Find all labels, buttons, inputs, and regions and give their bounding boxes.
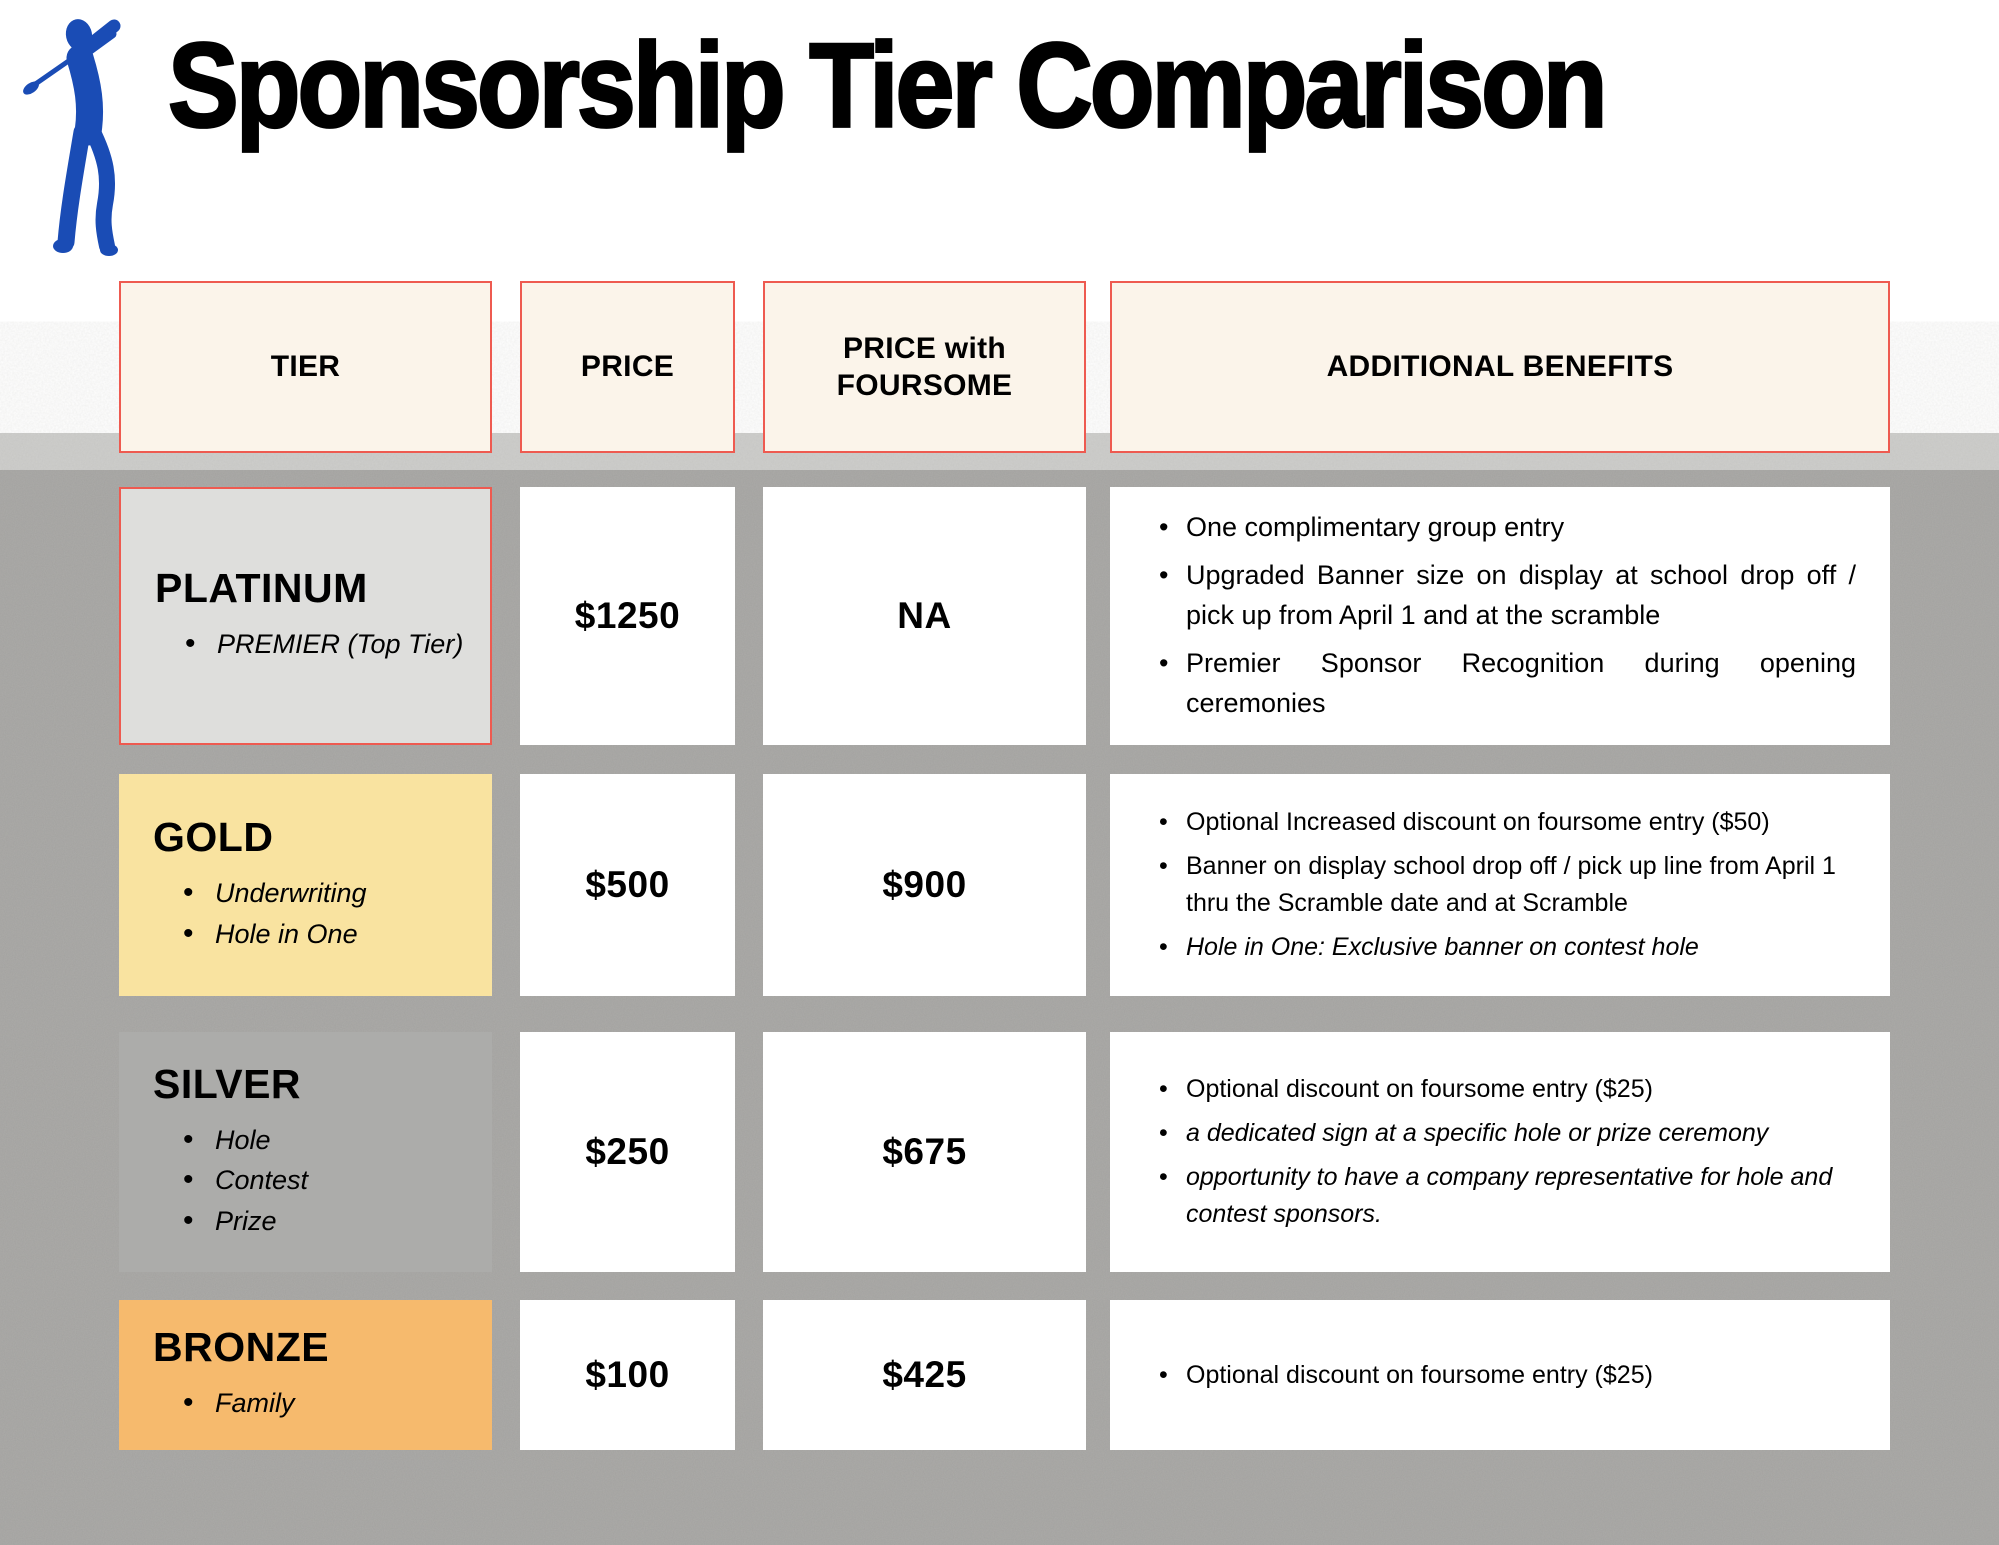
- benefits-cell: [1110, 1032, 1890, 1272]
- tier-cell-bronze: [119, 1300, 492, 1450]
- price-foursome-cell: $900: [763, 774, 1086, 996]
- table-row-silver: [119, 1032, 1890, 1272]
- tier-notes: [153, 871, 472, 956]
- list-item: • opportunity to have a company representative for hole and contest sponsors.: [1186, 1159, 1856, 1233]
- tier-comparison-table: [119, 281, 1890, 1450]
- list-item: • Prize: [215, 1203, 472, 1239]
- list-item: • One complimentary group entry: [1186, 508, 1856, 548]
- header-price: PRICE: [520, 281, 735, 453]
- benefits-cell: [1110, 1300, 1890, 1450]
- list-item: • Premier Sponsor Recognition during opening ceremonies: [1186, 644, 1856, 724]
- list-item: • Family: [215, 1385, 472, 1421]
- tier-notes: [153, 1118, 472, 1243]
- table-row-bronze: [119, 1300, 1890, 1450]
- list-item: • Banner on display school drop off / pick up line from April 1 thru the Scramble date and at Scramble: [1186, 848, 1856, 922]
- list-item: • a dedicated sign at a specific hole or prize ceremony: [1186, 1115, 1856, 1152]
- list-item: • Hole in One: Exclusive banner on contest hole: [1186, 929, 1856, 966]
- price-foursome-cell: NA: [763, 487, 1086, 745]
- tier-notes: [155, 622, 470, 666]
- tier-name: BRONZE: [153, 1324, 330, 1371]
- table-row-platinum: [119, 487, 1890, 745]
- price-cell: $1250: [520, 487, 735, 745]
- price-cell: $100: [520, 1300, 735, 1450]
- table-row-gold: [119, 774, 1890, 996]
- page-title: Sponsorship Tier Comparison: [168, 19, 1605, 153]
- tier-name: GOLD: [153, 814, 274, 861]
- table-header-row: [119, 281, 1890, 453]
- tier-cell-platinum: [119, 487, 492, 745]
- tier-notes: [153, 1381, 472, 1425]
- header-tier: TIER: [119, 281, 492, 453]
- benefits-cell: [1110, 774, 1890, 996]
- price-foursome-cell: $425: [763, 1300, 1086, 1450]
- benefits-list: [1156, 797, 1856, 973]
- header-benefits: ADDITIONAL BENEFITS: [1110, 281, 1890, 453]
- list-item: • Hole: [215, 1122, 472, 1158]
- list-item: • Contest: [215, 1162, 472, 1198]
- list-item: • Hole in One: [215, 916, 472, 952]
- tier-name: PLATINUM: [155, 565, 368, 612]
- list-item: • Optional discount on foursome entry ($25): [1186, 1071, 1856, 1108]
- golfer-icon: [16, 6, 156, 258]
- benefits-list: [1156, 1064, 1856, 1240]
- price-foursome-cell: $675: [763, 1032, 1086, 1272]
- list-item: • Upgraded Banner size on display at school drop off / pick up from April 1 and at the scramble: [1186, 556, 1856, 636]
- benefits-list: [1156, 500, 1856, 732]
- price-cell: $250: [520, 1032, 735, 1272]
- header-price-foursome: PRICE with FOURSOME: [763, 281, 1086, 453]
- benefits-cell: [1110, 487, 1890, 745]
- list-item: • Optional discount on foursome entry ($25): [1186, 1357, 1856, 1394]
- list-item: • PREMIER (Top Tier): [217, 626, 470, 662]
- list-item: • Underwriting: [215, 875, 472, 911]
- tier-cell-silver: [119, 1032, 492, 1272]
- list-item: • Optional Increased discount on foursome entry ($50): [1186, 804, 1856, 841]
- benefits-list: [1156, 1350, 1856, 1401]
- tier-cell-gold: [119, 774, 492, 996]
- price-cell: $500: [520, 774, 735, 996]
- tier-name: SILVER: [153, 1060, 302, 1107]
